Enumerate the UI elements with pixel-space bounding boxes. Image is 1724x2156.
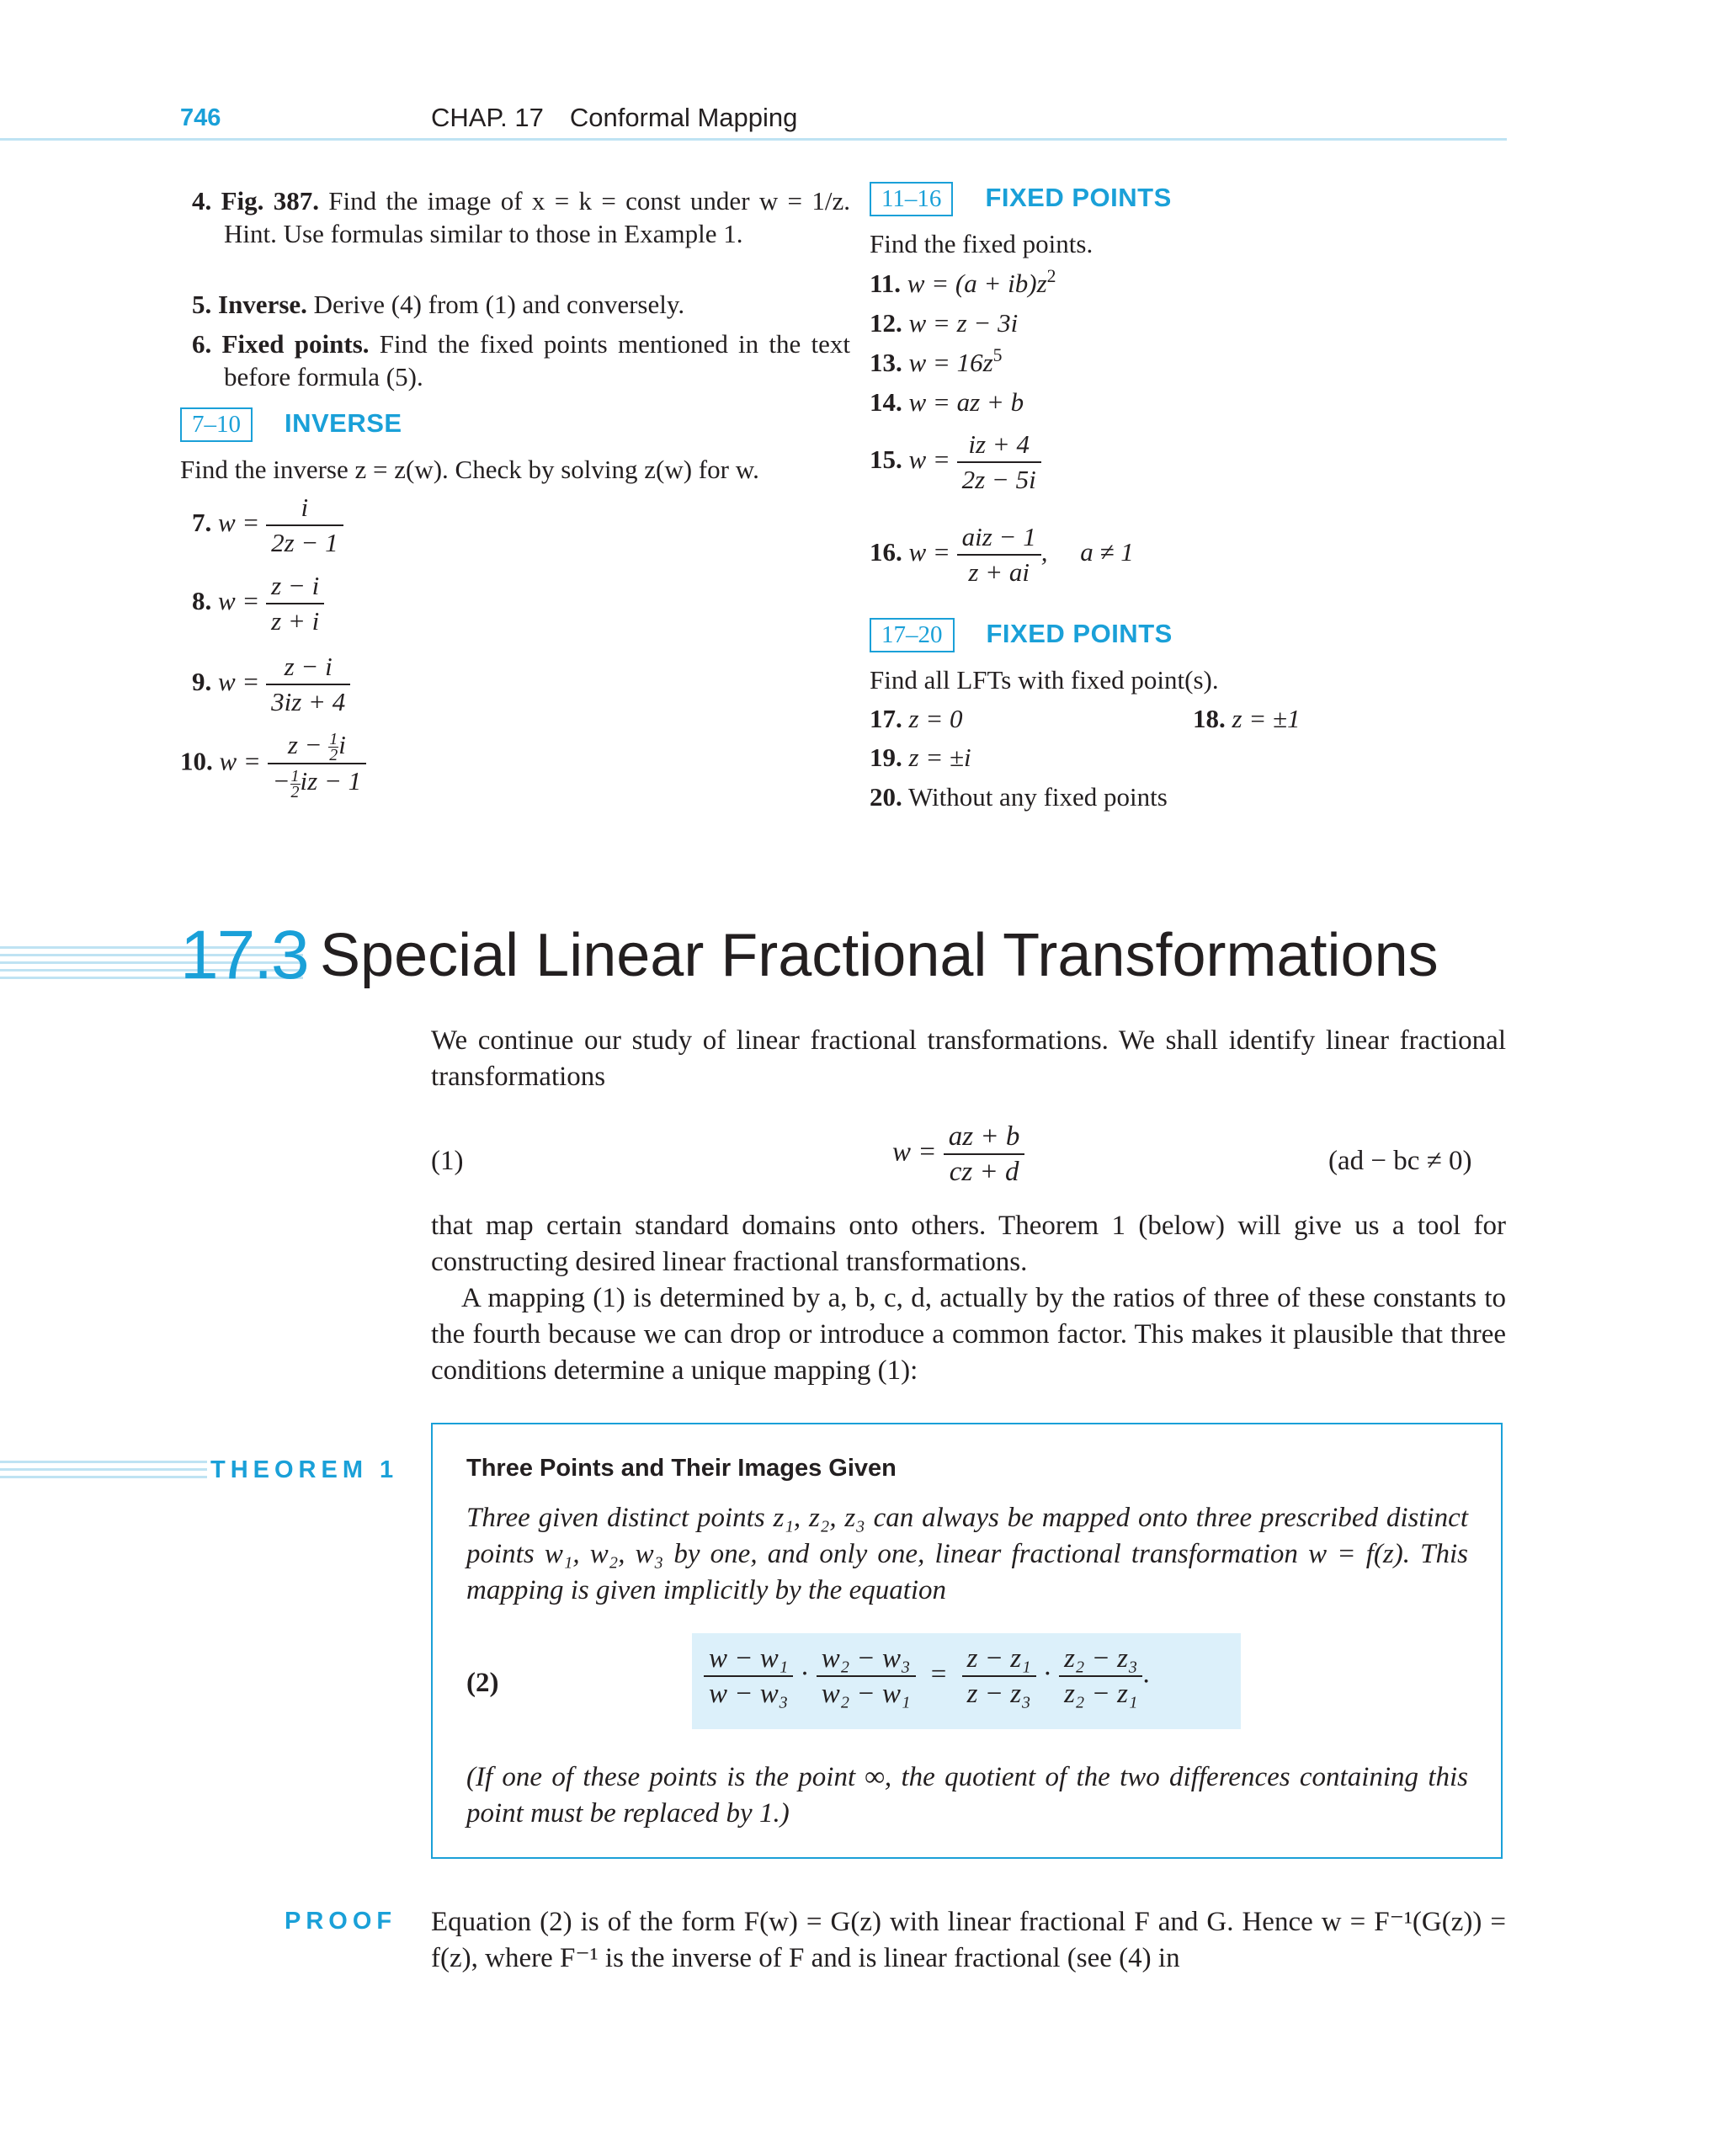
- exercise-number: 16.: [870, 537, 902, 567]
- section-number: 17.3: [180, 917, 308, 993]
- half-fraction: [328, 732, 338, 763]
- denominator: z₂ − z₁: [1059, 1675, 1142, 1711]
- equation-lhs: w =: [219, 746, 261, 776]
- numerator: z₂ − z₃: [1064, 1643, 1138, 1674]
- half-den: 2: [329, 746, 338, 765]
- theorem-title: Three Points and Their Images Given: [466, 1455, 897, 1482]
- exercise-number: 7.: [192, 508, 212, 538]
- numerator: iz + 4: [968, 429, 1030, 459]
- equation-1-condition: (ad − bc ≠ 0): [1328, 1146, 1472, 1176]
- exercise-label: Fig. 387.: [221, 186, 319, 216]
- expression: w = z − 3i: [908, 308, 1019, 338]
- exercise-number: 5.: [192, 290, 212, 319]
- numerator: aiz − 1: [961, 522, 1036, 551]
- exercise-number: 6.: [192, 329, 212, 359]
- exercise-5: [192, 288, 850, 321]
- numerator: z − z₁: [966, 1643, 1031, 1674]
- exercise-20: [870, 780, 1168, 813]
- section-header-11-16: [870, 182, 1172, 216]
- section-title: FIXED POINTS: [986, 619, 1173, 648]
- numerator: w₂ − w₃: [821, 1643, 911, 1674]
- denominator-text: iz − 1: [300, 766, 362, 796]
- denominator: [268, 763, 367, 799]
- fraction: [704, 1642, 793, 1711]
- half-num: 1: [290, 766, 300, 785]
- equation-2: [704, 1642, 1150, 1711]
- numerator: w − w₁: [709, 1643, 789, 1674]
- expression: z = ±i: [908, 743, 971, 772]
- section-instruction: Find the inverse z = z(w). Check by solving z(w) for w.: [180, 455, 759, 484]
- numerator-suffix: i: [338, 730, 346, 759]
- exercise-6: [192, 327, 850, 393]
- section-title: INVERSE: [285, 408, 402, 438]
- exercise-number: 9.: [192, 667, 212, 697]
- denominator: 2z − 1: [266, 524, 343, 560]
- period: .: [1142, 1658, 1150, 1690]
- fraction: [266, 569, 324, 638]
- exercise-8: [192, 569, 324, 638]
- exercise-number: 19.: [870, 743, 902, 772]
- intro-paragraph: We continue our study of linear fractional transformations. We shall identify linear fractional transformations: [431, 1025, 1506, 1092]
- exponent: 2: [1046, 266, 1056, 287]
- fraction: [962, 1642, 1036, 1711]
- section-range-box: 11–16: [870, 182, 953, 216]
- numerator: [268, 728, 367, 763]
- exercise-number: 4.: [192, 186, 212, 216]
- proof-text: Equation (2) is of the form F(w) = G(z) with linear fractional F and G. Hence w = F⁻¹(G(z)) = f(z), where F⁻¹ is the inverse of F and is linear fractional (see (4) in: [431, 1907, 1506, 1973]
- section-range-box: 7–10: [180, 407, 253, 442]
- equation-lhs: w =: [908, 445, 950, 475]
- denominator: z + i: [266, 603, 324, 638]
- exercise-number: 10.: [180, 746, 213, 776]
- fraction: [266, 650, 350, 719]
- denominator-prefix: −: [272, 766, 290, 796]
- exercise-16: [870, 520, 1134, 589]
- exponent: 5: [992, 345, 1003, 366]
- section-instruction: Find all LFTs with fixed point(s).: [870, 665, 1219, 695]
- fraction: [1059, 1642, 1142, 1711]
- theorem-statement: Three given distinct points z₁, z₂, z₃ can always be mapped onto three prescribed distinct points w₁, w₂, w₃ by one, and only one, linear fractional transformation w = f(z). This mapping is given implicitly by the equation: [466, 1503, 1468, 1605]
- fraction: [817, 1642, 916, 1711]
- exercise-text: Find the fixed points mentioned in the text before formula (5).: [224, 329, 851, 391]
- section-title: Special Linear Fractional Transformations: [320, 922, 1439, 989]
- exercise-number: 13.: [870, 348, 902, 377]
- exercise-number: 14.: [870, 387, 902, 417]
- exercise-12: [870, 306, 1018, 339]
- fraction: [268, 728, 367, 800]
- numerator: i: [301, 492, 309, 522]
- exercise-17: [870, 702, 962, 735]
- dot-operator: ·: [1042, 1658, 1052, 1690]
- equation-lhs: w =: [218, 667, 260, 697]
- exercise-19: [870, 741, 971, 774]
- equation-lhs: w =: [218, 508, 260, 538]
- denominator: 3iz + 4: [266, 684, 350, 719]
- exercise-number: 18.: [1193, 704, 1226, 733]
- page-number: 746: [180, 104, 221, 131]
- numerator: z − i: [284, 652, 333, 681]
- condition: , a ≠ 1: [1040, 537, 1134, 567]
- equation-lhs: w =: [218, 586, 260, 616]
- equation-1: [892, 1120, 1024, 1189]
- numerator: z − i: [271, 571, 320, 600]
- expression: z = 0: [908, 704, 963, 733]
- equation-2-label: (2): [466, 1668, 499, 1698]
- fraction: [957, 520, 1041, 589]
- proof-label: PROOF: [285, 1908, 397, 1935]
- exercise-4: [192, 184, 850, 250]
- exercise-11: [870, 267, 1056, 300]
- dot-operator: ·: [800, 1658, 810, 1690]
- denominator: z − z₃: [962, 1675, 1036, 1711]
- section-instruction: Find the fixed points.: [870, 229, 1093, 258]
- exercise-text: Find the image of x = k = const under w = 1/z. Hint. Use formulas similar to those in Example 1.: [224, 186, 850, 248]
- fraction: [266, 491, 343, 560]
- exercise-number: 11.: [870, 269, 902, 298]
- equation-lhs: w =: [908, 537, 950, 567]
- fraction: [944, 1120, 1025, 1189]
- exercise-text: Derive (4) from (1) and conversely.: [313, 290, 685, 319]
- denominator: w − w₃: [704, 1675, 793, 1711]
- expression: w = 16z: [908, 348, 993, 377]
- denominator: cz + d: [944, 1153, 1025, 1189]
- paragraph-2: A mapping (1) is determined by a, b, c, d, actually by the ratios of three of these constants to the fourth because we can drop or introduce a common factor. This makes it plausible that three conditions determine a unique mapping (1):: [431, 1283, 1506, 1386]
- theorem-label: THEOREM 1: [207, 1456, 402, 1484]
- equals-sign: =: [930, 1658, 947, 1690]
- exercise-label: Inverse.: [218, 290, 307, 319]
- exercise-18: [1193, 702, 1301, 735]
- fraction: [957, 428, 1041, 497]
- expression: w = (a + ib)z: [907, 269, 1047, 298]
- exercise-label: Fixed points.: [221, 329, 370, 359]
- running-head: CHAP. 17 Conformal Mapping: [431, 103, 798, 132]
- header-rule: [0, 138, 1507, 141]
- half-den: 2: [290, 782, 300, 801]
- numerator-text: z −: [287, 730, 322, 759]
- exercise-14: [870, 386, 1024, 418]
- paragraph-1: that map certain standard domains onto others. Theorem 1 (below) will give us a tool for constructing desired linear fractional transformations.: [431, 1211, 1506, 1277]
- denominator: z + ai: [957, 554, 1041, 589]
- exercise-number: 8.: [192, 586, 212, 616]
- exercise-7: [192, 491, 343, 560]
- equation-1-label: (1): [431, 1146, 464, 1176]
- section-header-17-20: [870, 618, 1173, 652]
- theorem-note: (If one of these points is the point ∞, the quotient of the two differences containing this point must be replaced by 1.): [466, 1762, 1468, 1829]
- section-header-7-10: [180, 407, 402, 442]
- expression: w = az + b: [908, 387, 1024, 417]
- exercise-15: [870, 428, 1041, 497]
- section-range-box: 17–20: [870, 618, 955, 652]
- equation-lhs: w =: [892, 1137, 937, 1168]
- exercise-10: [180, 728, 366, 800]
- exercise-number: 20.: [870, 782, 902, 812]
- numerator: az + b: [948, 1121, 1020, 1152]
- exercise-13: [870, 346, 1003, 379]
- exercise-number: 15.: [870, 445, 902, 475]
- half-fraction: [290, 766, 301, 801]
- expression: z = ±1: [1232, 704, 1301, 733]
- exercise-number: 12.: [870, 308, 902, 338]
- denominator: 2z − 5i: [957, 461, 1041, 497]
- denominator: w₂ − w₁: [817, 1675, 916, 1711]
- exercise-number: 17.: [870, 704, 902, 733]
- section-title: FIXED POINTS: [985, 183, 1172, 212]
- half-num: 1: [329, 730, 338, 749]
- exercise-9: [192, 650, 350, 719]
- expression: Without any fixed points: [907, 782, 1168, 812]
